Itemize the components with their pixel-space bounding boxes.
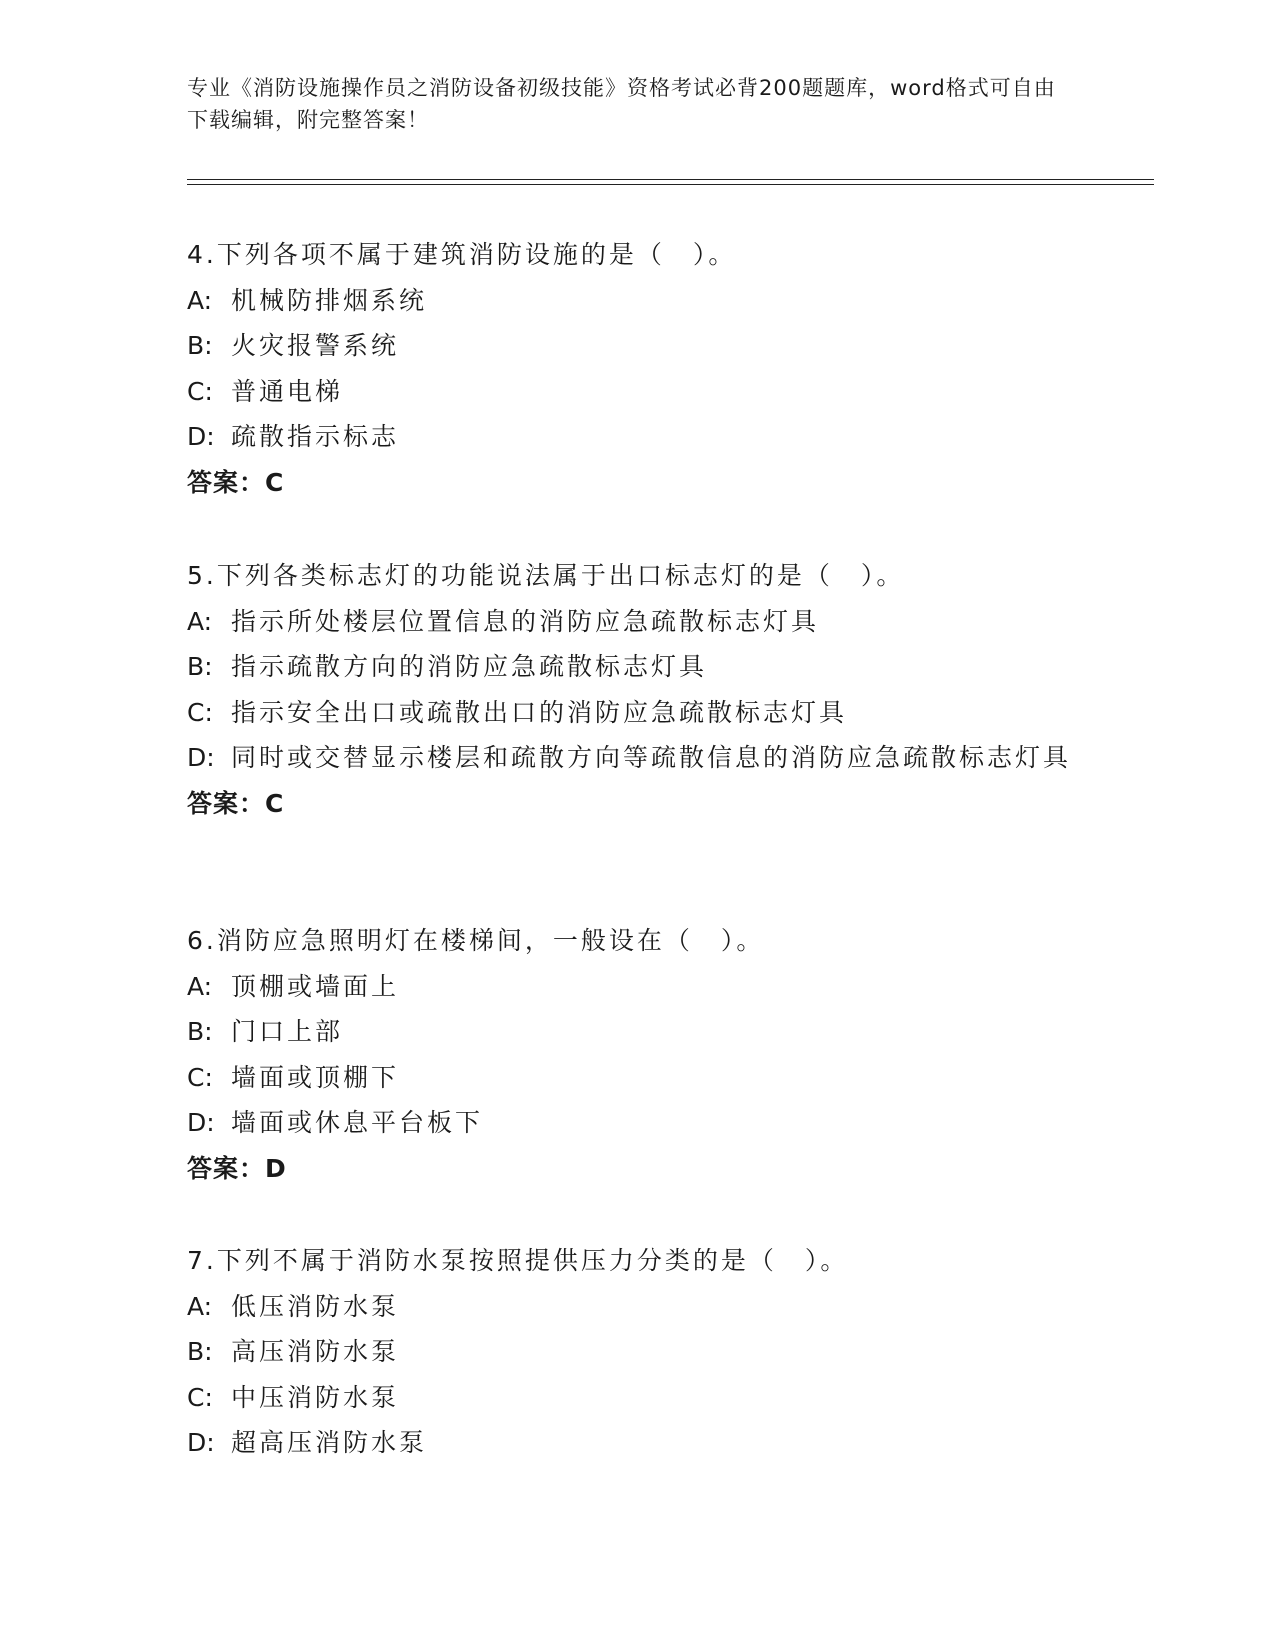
question-6 — [187, 918, 1087, 1191]
option-key: D: — [187, 1428, 215, 1457]
question-stem: 4.下列各项不属于建筑消防设施的是（ ）。 — [187, 240, 737, 269]
option-text: 疏散指示标志 — [231, 422, 400, 451]
document-intro: 专业《消防设施操作员之消防设备初级技能》资格考试必背200题题库，word格式可自由下载编辑，附完整答案！ — [187, 76, 1056, 132]
option-key: A: — [187, 285, 213, 315]
option-text: 同时或交替显示楼层和疏散方向等疏散信息的消防应急疏散标志灯具 — [231, 743, 1072, 772]
question-4 — [187, 232, 1087, 505]
question-stem: 7.下列不属于消防水泵按照提供压力分类的是（ ）。 — [187, 1246, 849, 1275]
option-c — [187, 1375, 1087, 1421]
answer: 答案：D — [187, 1153, 287, 1183]
option-key: B: — [187, 1017, 213, 1046]
option-text: 指示所处楼层位置信息的消防应急疏散标志灯具 — [231, 606, 820, 636]
option-a — [187, 599, 1087, 645]
question-7 — [187, 1238, 1087, 1466]
option-text: 墙面或休息平台板下 — [231, 1108, 484, 1137]
option-c — [187, 369, 1087, 415]
option-d — [187, 1420, 1087, 1466]
option-b — [187, 644, 1087, 690]
header-divider-top — [187, 179, 1154, 180]
option-d — [187, 735, 1087, 781]
option-text: 超高压消防水泵 — [231, 1428, 428, 1457]
option-key: D: — [187, 422, 215, 451]
option-text: 墙面或顶棚下 — [231, 1062, 400, 1092]
answer: 答案：C — [187, 467, 285, 497]
option-key: A: — [187, 971, 213, 1001]
option-text: 低压消防水泵 — [231, 1291, 400, 1321]
option-text: 指示疏散方向的消防应急疏散标志灯具 — [231, 652, 708, 681]
option-text: 普通电梯 — [231, 376, 344, 406]
question-stem: 5.下列各类标志灯的功能说法属于出口标志灯的是（ ）。 — [187, 561, 905, 590]
option-b — [187, 1009, 1087, 1055]
option-key: C: — [187, 376, 213, 406]
option-key: D: — [187, 1108, 215, 1137]
option-key: D: — [187, 743, 215, 772]
option-a — [187, 1284, 1087, 1330]
option-text: 指示安全出口或疏散出口的消防应急疏散标志灯具 — [231, 697, 848, 727]
option-key: B: — [187, 652, 213, 681]
option-text: 中压消防水泵 — [231, 1382, 400, 1412]
option-text: 门口上部 — [231, 1017, 344, 1046]
option-text: 火灾报警系统 — [231, 331, 400, 360]
option-d — [187, 414, 1087, 460]
option-b — [187, 323, 1087, 369]
option-c — [187, 1055, 1087, 1101]
option-text: 顶棚或墙面上 — [231, 971, 400, 1001]
option-key: B: — [187, 331, 213, 360]
option-text: 高压消防水泵 — [231, 1337, 400, 1366]
option-key: C: — [187, 1382, 213, 1412]
question-stem: 6.消防应急照明灯在楼梯间，一般设在（ ）。 — [187, 926, 765, 955]
header-divider-bottom — [187, 184, 1154, 185]
option-key: A: — [187, 606, 213, 636]
option-text: 机械防排烟系统 — [231, 285, 428, 315]
option-key: A: — [187, 1291, 213, 1321]
option-a — [187, 278, 1087, 324]
answer: 答案：C — [187, 788, 285, 818]
option-d — [187, 1100, 1087, 1146]
option-key: C: — [187, 697, 213, 727]
question-5 — [187, 553, 1087, 826]
option-a — [187, 964, 1087, 1010]
option-key: B: — [187, 1337, 213, 1366]
option-key: C: — [187, 1062, 213, 1092]
option-c — [187, 690, 1087, 736]
option-b — [187, 1329, 1087, 1375]
